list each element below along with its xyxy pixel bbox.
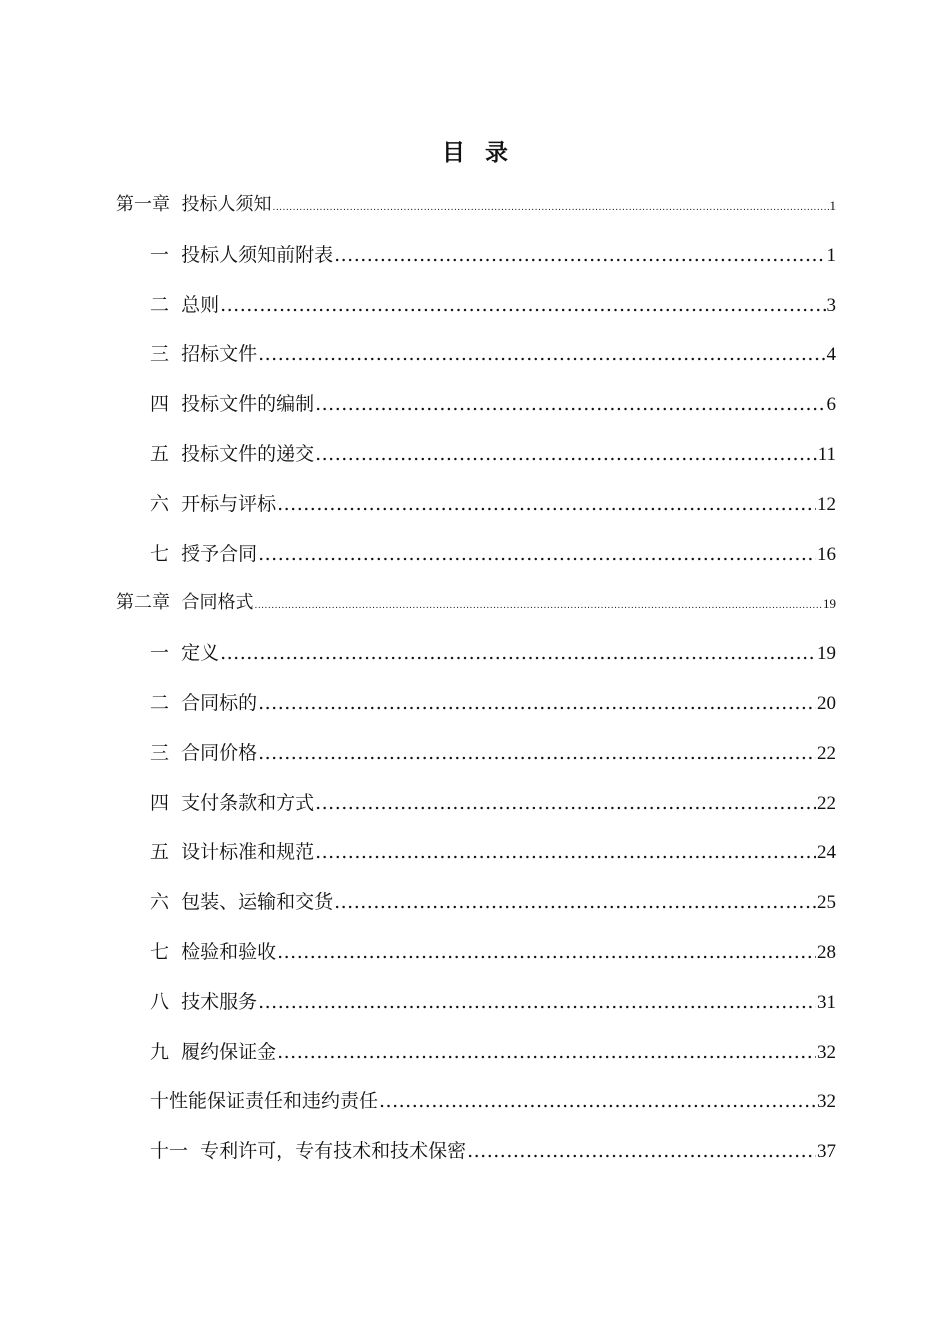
toc-leader-dots xyxy=(277,493,816,515)
toc-entry-page-number: 22 xyxy=(817,792,836,814)
toc-leader-dots xyxy=(258,742,816,764)
toc-entry-label: 三 合同价格 xyxy=(150,741,258,764)
toc-entry[interactable] xyxy=(150,937,836,967)
toc-leader-dots xyxy=(334,244,825,266)
toc-entry-page-number: 37 xyxy=(817,1141,836,1163)
toc-entry-page-number: 31 xyxy=(817,991,836,1013)
toc-entry-label: 六 包装、运输和交货 xyxy=(150,891,334,914)
toc-entry[interactable] xyxy=(116,190,836,220)
toc-leader-dots xyxy=(334,891,816,913)
toc-leader-dots xyxy=(220,294,825,316)
toc-entry-label: 四 投标文件的编制 xyxy=(150,393,315,416)
toc-entry[interactable] xyxy=(150,837,836,867)
toc-entry-page-number: 4 xyxy=(826,344,836,366)
toc-entry-page-number: 6 xyxy=(826,394,836,416)
toc-entry[interactable] xyxy=(150,688,836,718)
toc-entry-label: 八 技术服务 xyxy=(150,990,258,1013)
toc-entry[interactable] xyxy=(150,240,836,270)
toc-entry-label: 十一 专利许可，专有技术和技术保密 xyxy=(150,1140,467,1163)
toc-entry-page-number: 11 xyxy=(817,444,836,465)
toc-entry[interactable] xyxy=(150,539,836,569)
toc-entry-label: 九 履约保证金 xyxy=(150,1040,277,1063)
toc-entry[interactable] xyxy=(150,489,836,519)
toc-entry[interactable] xyxy=(150,987,836,1017)
toc-entry-page-number: 24 xyxy=(817,842,836,864)
toc-entry-label: 二 合同标的 xyxy=(150,692,258,714)
toc-leader-dots xyxy=(258,543,816,565)
toc-entry-label: 三 招标文件 xyxy=(150,343,258,366)
toc-leader-dots xyxy=(254,601,822,611)
toc-entry[interactable] xyxy=(150,638,836,668)
toc-entry-label: 六 开标与评标 xyxy=(150,492,277,515)
toc-entry-label: 五 投标文件的递交 xyxy=(150,443,315,465)
toc-leader-dots xyxy=(277,1041,816,1063)
toc-leader-dots xyxy=(315,443,817,465)
toc-entry[interactable] xyxy=(150,339,836,369)
toc-entry-label: 第二章 合同格式 xyxy=(116,592,254,614)
toc-entry-label: 七 检验和验收 xyxy=(150,941,277,963)
toc-entry-page-number: 28 xyxy=(817,942,836,963)
toc-title: 目录 xyxy=(442,140,528,166)
toc-leader-dots xyxy=(258,991,816,1013)
toc-entry-page-number: 32 xyxy=(817,1091,836,1113)
toc-entry-label: 第一章 投标人须知 xyxy=(116,194,272,215)
toc-entry-page-number: 16 xyxy=(817,543,836,565)
toc-entry-label: 十性能保证责任和违约责任 xyxy=(150,1090,379,1113)
toc-entry[interactable] xyxy=(150,439,836,469)
toc-entry-page-number: 20 xyxy=(817,693,836,714)
toc-entry-page-number: 32 xyxy=(817,1041,836,1063)
toc-leader-dots xyxy=(258,692,816,714)
toc-entry[interactable] xyxy=(116,588,836,618)
toc-leader-dots xyxy=(315,393,825,415)
toc-leader-dots xyxy=(277,941,816,963)
toc-entry-label: 二 总则 xyxy=(150,293,220,316)
toc-entry-page-number: 3 xyxy=(826,294,836,316)
toc-entry-label: 一 定义 xyxy=(150,642,220,665)
toc-entry-label: 五 设计标准和规范 xyxy=(150,841,315,864)
toc-leader-dots xyxy=(258,343,825,365)
toc-entry-page-number: 1 xyxy=(826,244,836,266)
toc-leader-dots xyxy=(272,203,828,213)
toc-leader-dots xyxy=(379,1090,816,1112)
toc-leader-dots xyxy=(315,792,816,814)
toc-entry-page-number: 25 xyxy=(817,892,836,914)
toc-entry[interactable] xyxy=(150,389,836,419)
toc-leader-dots xyxy=(220,642,816,664)
toc-entry-page-number: 12 xyxy=(817,493,836,515)
toc-entry[interactable] xyxy=(150,738,836,768)
toc-entry-label: 七 授予合同 xyxy=(150,542,258,565)
toc-entry-label: 四 支付条款和方式 xyxy=(150,791,315,814)
toc-entry-label: 一 投标人须知前附表 xyxy=(150,243,334,266)
toc-leader-dots xyxy=(467,1140,816,1162)
toc-entry[interactable] xyxy=(150,1086,836,1116)
toc-leader-dots xyxy=(315,841,816,863)
toc-entry[interactable] xyxy=(150,290,836,320)
toc-entry-page-number: 19 xyxy=(817,643,836,665)
toc-entry-page-number: 22 xyxy=(817,742,836,764)
toc-entry-page-number: 1 xyxy=(829,198,836,213)
toc-entry[interactable] xyxy=(150,1037,836,1067)
toc-entry-page-number: 19 xyxy=(823,596,836,612)
toc-entry[interactable] xyxy=(150,1136,836,1166)
toc-entry[interactable] xyxy=(150,788,836,818)
toc-entry[interactable] xyxy=(150,887,836,917)
